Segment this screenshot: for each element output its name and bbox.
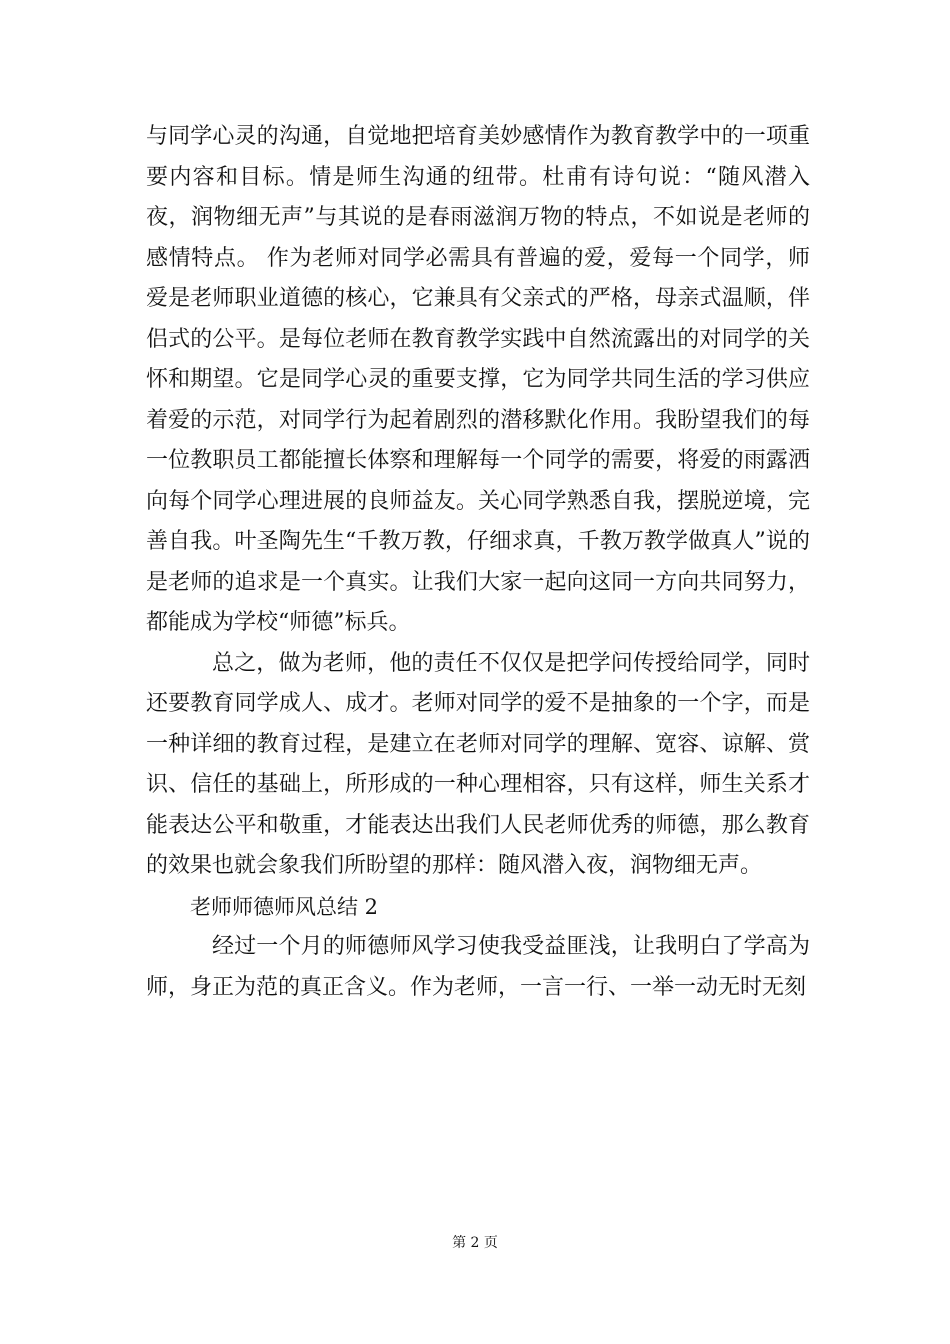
section-heading: 老师师德师风总结 2: [190, 894, 379, 919]
paragraph-summary: 总之，做为老师，他的责任不仅仅是把学问传授给同学，同时还要教育同学成人、成才。老师对同学的爱不是抽象的一个字，而是一种详细的教育过程，是建立在老师对同学的理解、宽容、谅解、赏识、信任的基础上，所形成的一种心理相容，只有这样，师生关系才能表达公平和敬重，才能表达出我们人民老师优秀的师德，那么教育的效果也就会象我们所盼望的那样：随风潜入夜，润物细无声。: [146, 650, 810, 878]
paragraph-section-2-start: 经过一个月的师德师风学习使我受益匪浅，让我明白了学高为师，身正为范的真正含义。作为老师，一言一行、一举一动无时无刻: [146, 934, 810, 1000]
paragraph-continued: 与同学心灵的沟通，自觉地把培育美妙感情作为教育教学中的一项重要内容和目标。情是师生沟通的纽带。杜甫有诗句说：“随风潜入夜，润物细无声”与其说的是春雨滋润万物的特点，不如说是老师的感情特点。 作为老师对同学必需具有普遍的爱，爱每一个同学，师爱是老师职业道德的核心，它兼具有父亲式的严格，母亲式温顺，伴侣式的公平。是每位老师在教育教学实践中自然流露出的对同学的关怀和期望。它是同学心灵的重要支撑，它为同学共同生活的学习供应着爱的示范，对同学行为起着剧烈的潜移默化作用。我盼望我们的每一位教职员工都能擅长体察和理解每一个同学的需要，将爱的雨露洒向每个同学心理进展的良师益友。关心同学熟悉自我，摆脱逆境，完善自我。叶圣陶先生“千教万教，仔细求真，千教万教学做真人”说的是老师的追求是一个真实。让我们大家一起向这同一方向共同努力，都能成为学校“师德”标兵。: [146, 124, 810, 635]
page-number-footer: 第 2 页: [452, 1235, 498, 1251]
document-body: [146, 117, 810, 1008]
